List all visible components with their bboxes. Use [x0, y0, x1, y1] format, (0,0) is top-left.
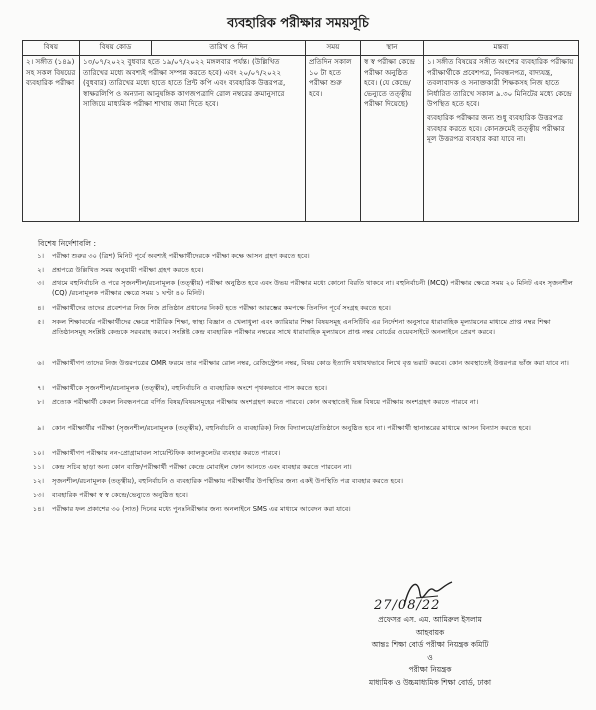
note-number: ১২। — [32, 477, 44, 485]
board-name: মাধ্যমিক ও উচ্চমাধ্যমিক শিক্ষা বোর্ড, ঢাকা — [368, 677, 491, 687]
table-header-row — [23, 41, 579, 56]
table-row — [23, 56, 579, 222]
note-text: প্রত্যেক পরীক্ষার্থী কেবল নিবন্ধনপত্রে বর্ণিত বিষয়/বিষয়সমূহের পরীক্ষায় অংশগ্রহণ করতে পারবে। কোন অবস্থাতেই ভিন্ন বিষয়ে পরীক্ষায় অংশগ্রহণ করতে পারবে না। — [52, 398, 479, 406]
note-text: পরীক্ষার্থীগণ পরীক্ষায় নন-প্রোগ্রামাবল সায়েন্টিফিক ক্যালকুলেটর ব্যবহার করতে পারবে। — [52, 449, 281, 457]
note-number: ১৪। — [32, 505, 44, 513]
note-number: ৪। — [37, 304, 44, 312]
note-text: পরীক্ষার্থীগণ তাদের নিজ উত্তরপত্রের OMR ফরমে তার পরীক্ষার রোল নম্বর, রেজিস্ট্রেশন নম্বর, বিষয় কোড ইত্যাদি যথাযথভাবে লিখে বৃত্ত ভরাট করবে। কোন অবস্থাতেই উত্তরপত্র ভাঁজ করা যাবে না। — [52, 359, 569, 367]
cell-remark — [424, 56, 579, 222]
cell-place: স্ব স্ব পরীক্ষা কেন্দ্রে পরীক্ষা অনুষ্ঠিত হবে। (যে কেন্দ্রে/ ভেন্যুতে তত্ত্বীয় পরীক্ষা দিয়েছে) — [361, 56, 424, 222]
header-subject: বিষয় — [23, 41, 80, 56]
note-number: ৮। — [37, 398, 44, 406]
remark-part-2: ব্যবহারিক পরীক্ষার জন্য শুধু ব্যবহারিক উত্তরপত্র ব্যবহার করতে হবে। কোনক্রমেই তত্ত্বীয় পরীক্ষার মূল উত্তরপত্র ব্যবহার করা যাবে না। — [427, 112, 565, 144]
page-title: ব্যবহারিক পরীক্ষার সময়সূচি — [227, 16, 369, 31]
note-number: ৬। — [37, 359, 44, 367]
note-text: পরীক্ষা শুরুর ৩০ (ত্রিশ) মিনিট পূর্বে অবশ্যই পরীক্ষার্থীদেরকে পরীক্ষা কক্ষে আসন গ্রহণ করতে হবে। — [52, 252, 310, 260]
note-text: প্রথমে বহুনির্বাচনি ও পরে সৃজনশীল/রচনামূলক (তত্ত্বীয়) পরীক্ষা অনুষ্ঠিত হবে এবং উভয় পরীক্ষার মধ্যে কোনো বিরতি থাকবে না। বহুনির্বাচনী (MCQ) পরীক্ষার ক্ষেত্রে সময় ২০ মিনিট এবং সৃজনশীল (CQ) /রচনামূলক পরীক্ষার ক্ষেত্রে সময় ১ ঘণ্টা ৪০ মিনিট। — [52, 279, 573, 297]
signatory-role: আহবায়ক — [415, 627, 445, 637]
note-text: কোন পরীক্ষার্থীর পরীক্ষা (সৃজনশীল/রচনামূলক (তত্ত্বীয়), বহুনির্বাচনি ও ব্যবহারিক) নিজ বিদ্যালয়ে/প্রতিষ্ঠানে অনুষ্ঠিত হবে না। পরীক্ষার্থী স্থানান্তরের মাধ্যমে আসন বিন্যাস করতে হবে। — [52, 424, 531, 432]
note-text: ব্যবহারিক পরীক্ষা স্ব স্ব কেন্দ্রে/ভেন্যুতে অনুষ্ঠিত হবে। — [52, 491, 188, 499]
note-text: সকল শিক্ষাবর্ষের পরীক্ষার্থীদের ক্ষেত্রে শারীরিক শিক্ষা, স্বাস্থ্য বিজ্ঞান ও খেলাধুলা এবং ক্যারিয়ার শিক্ষা বিষয়সমূহ এনসিটিবি এর নির্দেশনা অনুসারে ধারাবাহিক মূল্যায়নের মাধ্যমে প্রাপ্ত নম্বর শিক্ষা প্রতিষ্ঠানসমূহ সংশ্লিষ্ট কেন্দ্রকে সরবরাহ করবে। সংশ্লিষ্ট কেন্দ্র ব্যবহারিক পরীক্ষার নম্বরের সাথে ধারাবাহিক মূল্যায়নে প্রাপ্ত নম্বর বোর্ডের ওয়েবসাইটে অনলাইনে প্রেরণ করবে। — [52, 318, 551, 336]
note-number: ১৩। — [32, 491, 44, 499]
header-date: তারিখ ও দিন — [152, 41, 306, 56]
note-number: ৫। — [37, 318, 44, 326]
cell-time: প্রতিদিন সকাল ১০ টা হতে পরীক্ষা শুরু হবে। — [306, 56, 361, 222]
note-text: পরীক্ষার্থীদের তাদের প্রবেশপত্র নিজ নিজ প্রতিষ্ঠান প্রধানের নিকট হতে পরীক্ষা আরম্ভের কমপক্ষে তিনদিন পূর্বে সংগ্রহ করতে হবে। — [52, 304, 391, 312]
note-text: প্রশ্নপত্রে উল্লিখিত সময় অনুযায়ী পরীক্ষা গ্রহণ করতে হবে। — [52, 266, 204, 274]
note-number: ১০। — [32, 449, 44, 457]
note-number: ২। — [37, 266, 44, 274]
cell-date: ১৩/০৭/২০২২ বুধবার হতে ১৯/০৭/২০২২ মঙ্গলবার পর্যন্ত। (উল্লিখিত তারিখের মধ্যে অবশ্যই পরীক্ষা সম্পন্ন করতে হবে) এবং ২০/০৭/২০২২ (বুধবার) তারিখের মধ্যে হাতে হাতে প্রিন্ট কপি এবং ব্যবহারিক উত্তরপত্র, স্বাক্ষরলিপি ও অন্যান্য আনুষঙ্গিক কাগজপত্রাদি রোল নম্বরের ক্রমানুসারে সাজিয়ে মাধ্যমিক পরীক্ষা শাখায় জমা দিতে হবে। — [80, 56, 306, 222]
signatory-name: প্রফেসর এস. এম. আমিরুল ইসলাম — [378, 615, 482, 624]
notes-heading: বিশেষ নির্দেশাবলি : — [38, 239, 97, 248]
note-number: ৯। — [37, 424, 44, 432]
signature-block — [0, 576, 596, 706]
header-code: বিষয় কোড — [80, 41, 152, 56]
note-number: ৭। — [37, 384, 44, 392]
note-number: ৩। — [37, 279, 44, 287]
note-text: পরীক্ষার ফল প্রকাশের ৩০ (সাত) দিনের মধ্যে পুনঃনিরীক্ষার জন্য অনলাইনে SMS এর মাধ্যমে আবেদন করা যাবে। — [52, 505, 351, 513]
note-number: ১। — [37, 252, 44, 260]
note-text: সৃজনশীল/রচনামূলক (তত্ত্বীয়), বহুনির্বাচনি ও ব্যবহারিক পরীক্ষায় পরীক্ষার্থীর উপস্থিতির জন্য একই উপস্থিতি পত্র ব্যবহার করতে হবে। — [52, 477, 403, 485]
controller-title: পরীক্ষা নিয়ন্ত্রক — [408, 665, 452, 675]
committee-name: আন্তঃ শিক্ষা বোর্ড পরীক্ষা নিয়ন্ত্রক কমিটি — [371, 640, 489, 650]
note-text: কেন্দ্র সচিব ছাড়া অন্য কোন ব্যক্তি/পরীক্ষার্থী পরীক্ষা কেন্দ্রে মোবাইল ফোন আনতে এবং ব্যবহার করতে পারবেন না। — [52, 463, 352, 471]
header-time: সময় — [306, 41, 361, 56]
signatory-details — [300, 614, 560, 690]
cell-subject: ২। সঙ্গীত (১৪৯) সহ সকল বিষয়ের ব্যবহারিক পরীক্ষা — [23, 56, 80, 222]
signature-date: 27/08/22 — [374, 598, 441, 613]
header-place: স্থান — [361, 41, 424, 56]
remark-part-1: ১। সঙ্গীত বিষয়ের সঙ্গীত অংশের ব্যবহারিক পরীক্ষায় পরীক্ষার্থীকে প্রবেশপত্র, নিবন্ধনপত্র, বাদ্যযন্ত্র, তবলাবাদক ও সনাক্তকারী শিক্ষকসহ নিজ হাতে নির্ধারিত তারিখে সকাল ৯.৩০ মিনিটের মধ্যে কেন্দ্রে উপস্থিত হতে হবে। — [427, 57, 574, 109]
note-text: পরীক্ষার্থীকে সৃজনশীল/রচনামূলক (তত্ত্বীয়), বহুনির্বাচনি ও ব্যবহারিক অংশে পৃথকভাবে পাস করতে হবে। — [52, 384, 328, 392]
schedule-table — [22, 40, 579, 222]
header-remark: মন্তব্য — [424, 41, 579, 56]
note-number: ১১। — [32, 463, 44, 471]
conjunction-text: ও — [427, 652, 433, 662]
